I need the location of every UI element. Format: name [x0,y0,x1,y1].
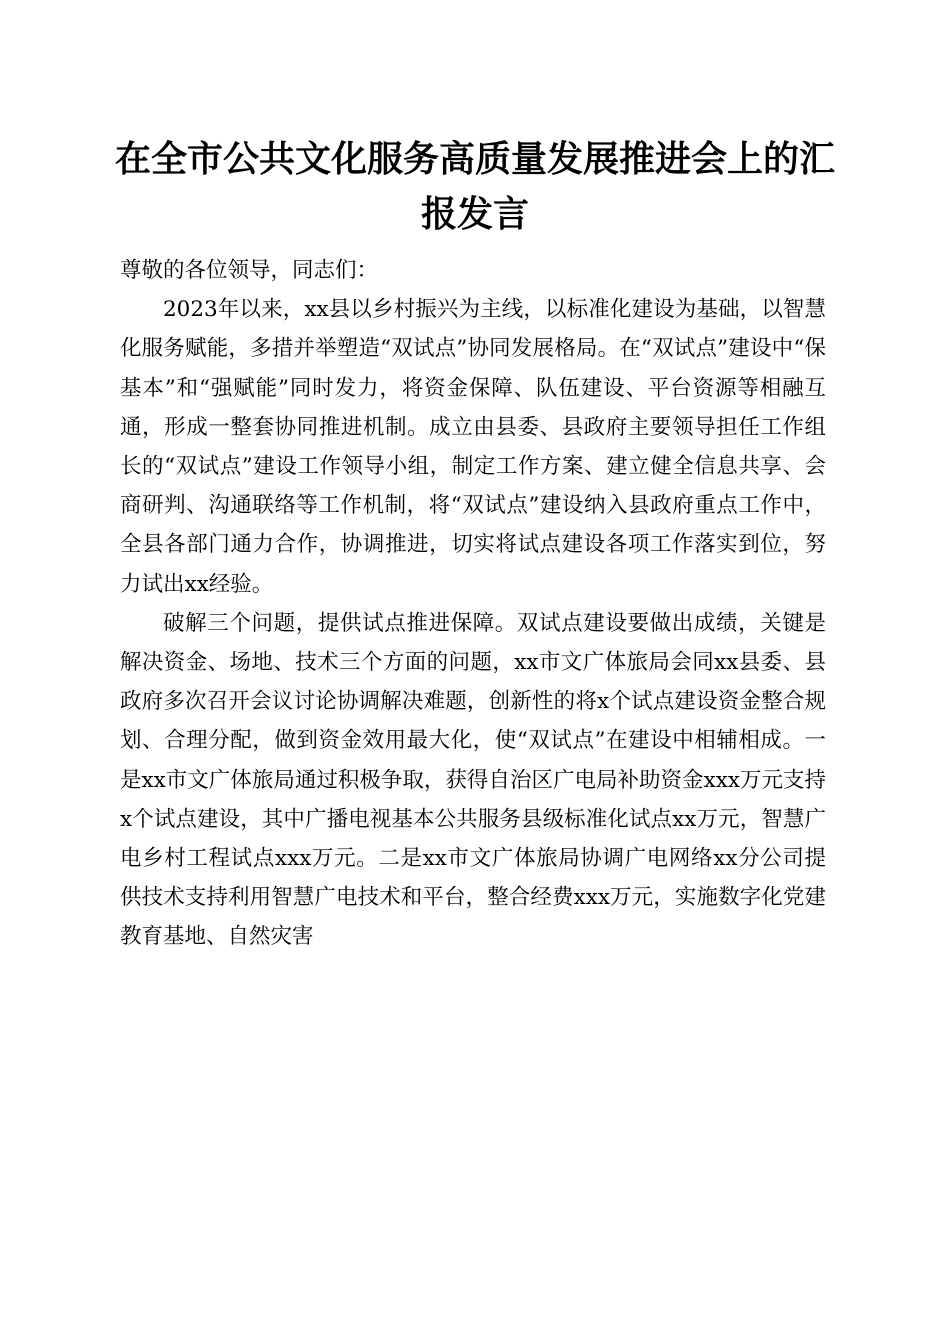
document-body [120,251,826,957]
title-line-2: 报发言 [420,193,529,235]
greeting: 尊敬的各位领导，同志们： [120,258,379,283]
paragraph-intro: 2023年以来，xx县以乡村振兴为主线，以标准化建设为基础，以智慧化服务赋能，多措并举塑造“双试点”协同发展格局。在“双试点”建设中“保基本”和“强赋能”同时发力，将资金保障、队伍建设、平台资源等相融互通，形成一整套协同推进机制。成立由县委、县政府主要领导担任工作组长的“双试点”建设工作领导小组，制定工作方案、建立健全信息共享、会商研判、沟通联络等工作机制，将“双试点”建设纳入县政府重点工作中，全县各部门通力合作，协调推进，切实将试点建设各项工作落实到位，努力试出xx经验。 [120,297,826,597]
title-line-1: 在全市公共文化服务高质量发展推进会上的汇 [114,138,835,180]
document-title [110,132,840,242]
paragraph-problems: 破解三个问题，提供试点推进保障。双试点建设要做出成绩，关键是解决资金、场地、技术三个方面的问题，xx市文广体旅局会同xx县委、县政府多次召开会议讨论协调解决难题，创新性的将x个试点建设资金整合规划、合理分配，做到资金效用最大化，使“双试点”在建设中相辅相成。一是xx市文广体旅局通过积极争取，获得自治区广电局补助资金xxx万元支持x个试点建设，其中广播电视基本公共服务县级标准化试点xx万元，智慧广电乡村工程试点xxx万元。二是xx市文广体旅局协调广电网络xx分公司提供技术支持利用智慧广电技术和平台，整合经费xxx万元，实施数字化党建教育基地、自然灾害 [120,610,826,950]
